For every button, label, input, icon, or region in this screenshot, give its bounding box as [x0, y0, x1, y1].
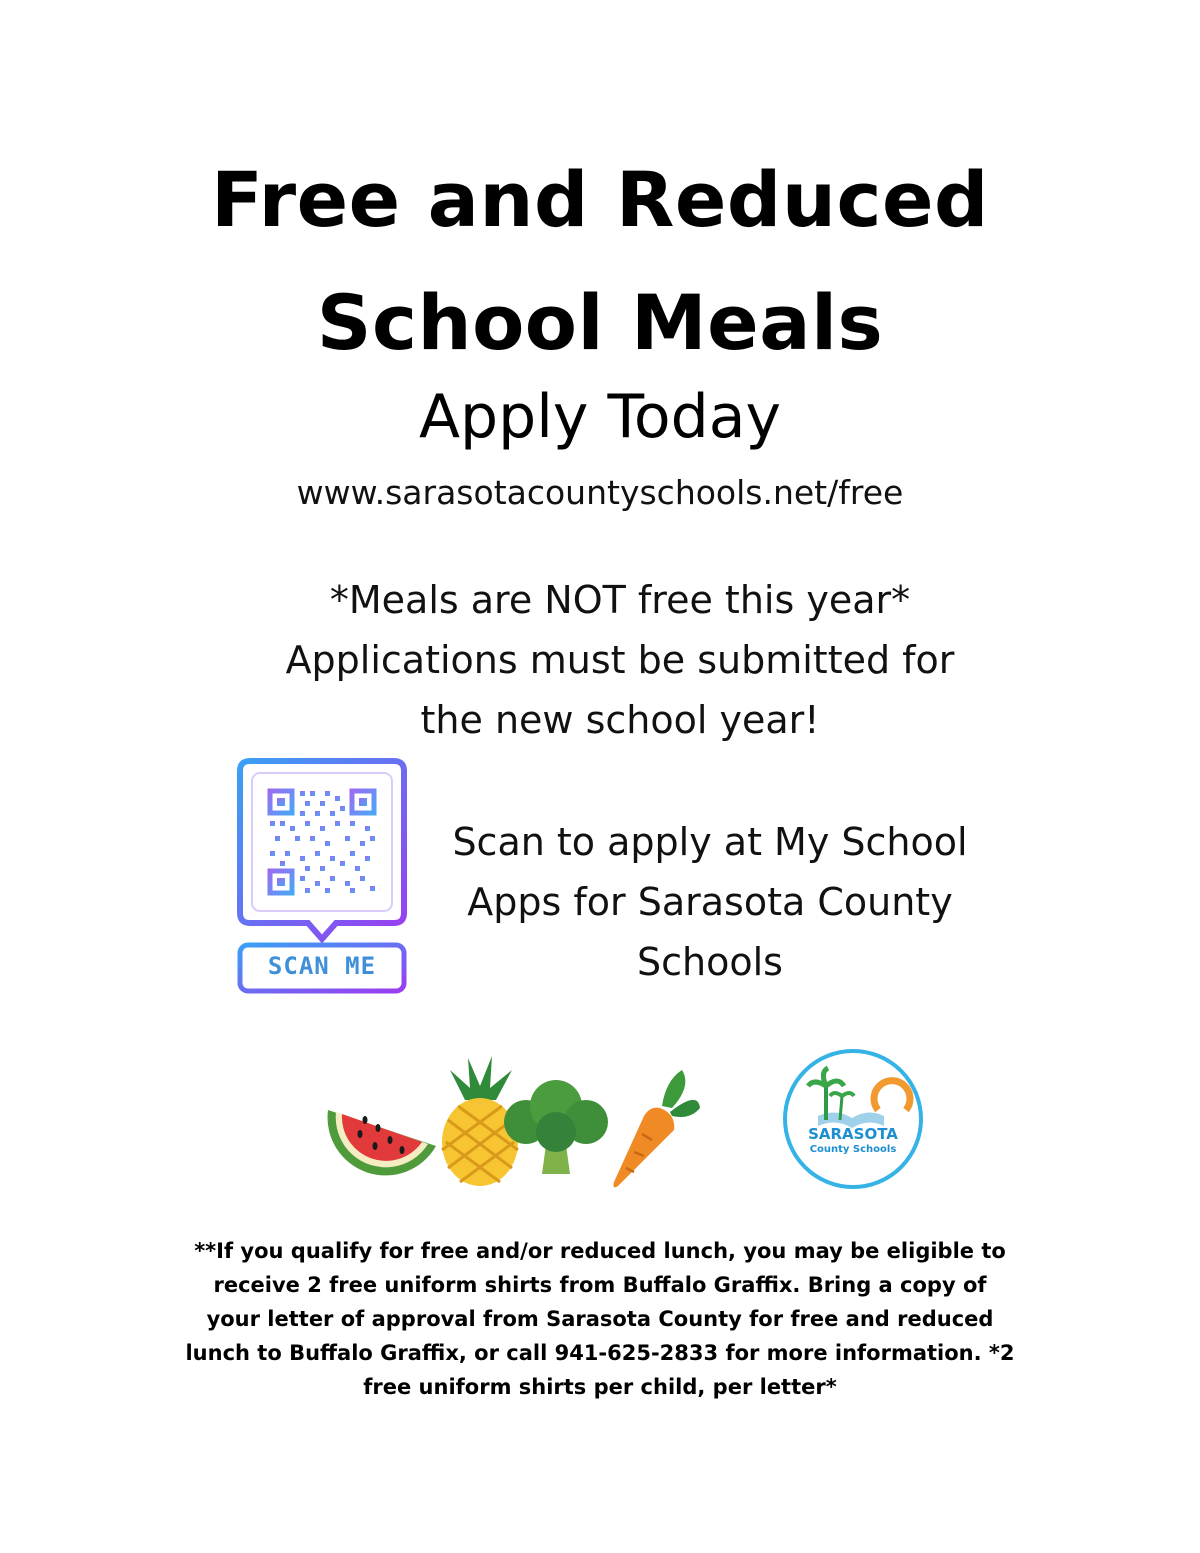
scan-text-line-1: Scan to apply at My School: [452, 820, 968, 864]
notice-line-2: Applications must be submitted for: [285, 638, 955, 682]
logo-text-line-1: SARASOTA: [808, 1125, 898, 1143]
notice-line-1: *Meals are NOT free this year*: [329, 578, 911, 622]
website-url[interactable]: www.sarasotacountyschools.net/free: [296, 473, 904, 512]
footer-line: your letter of approval from Sarasota County for free and reduced: [206, 1307, 994, 1331]
footer-line: **If you qualify for free and/or reduced lunch, you may be eligible to: [194, 1239, 1006, 1263]
scan-me-label: SCAN ME: [267, 952, 377, 980]
title-line-1: Free and Reduced: [211, 155, 989, 244]
footer-note: [80, 1234, 1120, 1404]
notice-line-3: the new school year!: [420, 698, 820, 742]
scan-text-line-2: Apps for Sarasota County: [467, 880, 953, 924]
subtitle: Apply Today: [419, 382, 781, 452]
footer-line: receive 2 free uniform shirts from Buffalo Graffix. Bring a copy of: [213, 1273, 987, 1297]
broccoli-icon: [504, 1080, 608, 1174]
watermelon-icon: [328, 1110, 436, 1175]
footer-line: lunch to Buffalo Graffix, or call 941-625-2833 for more information. *2: [185, 1341, 1015, 1365]
scan-text-line-3: Schools: [637, 940, 783, 984]
produce-illustration: [320, 1050, 700, 1190]
logo-text-line-2: County Schools: [809, 1144, 897, 1155]
footer-line: free uniform shirts per child, per letter*: [363, 1375, 837, 1399]
carrot-icon: [614, 1070, 701, 1187]
title-line-2: School Meals: [316, 278, 884, 367]
sarasota-schools-logo: [780, 1046, 926, 1192]
